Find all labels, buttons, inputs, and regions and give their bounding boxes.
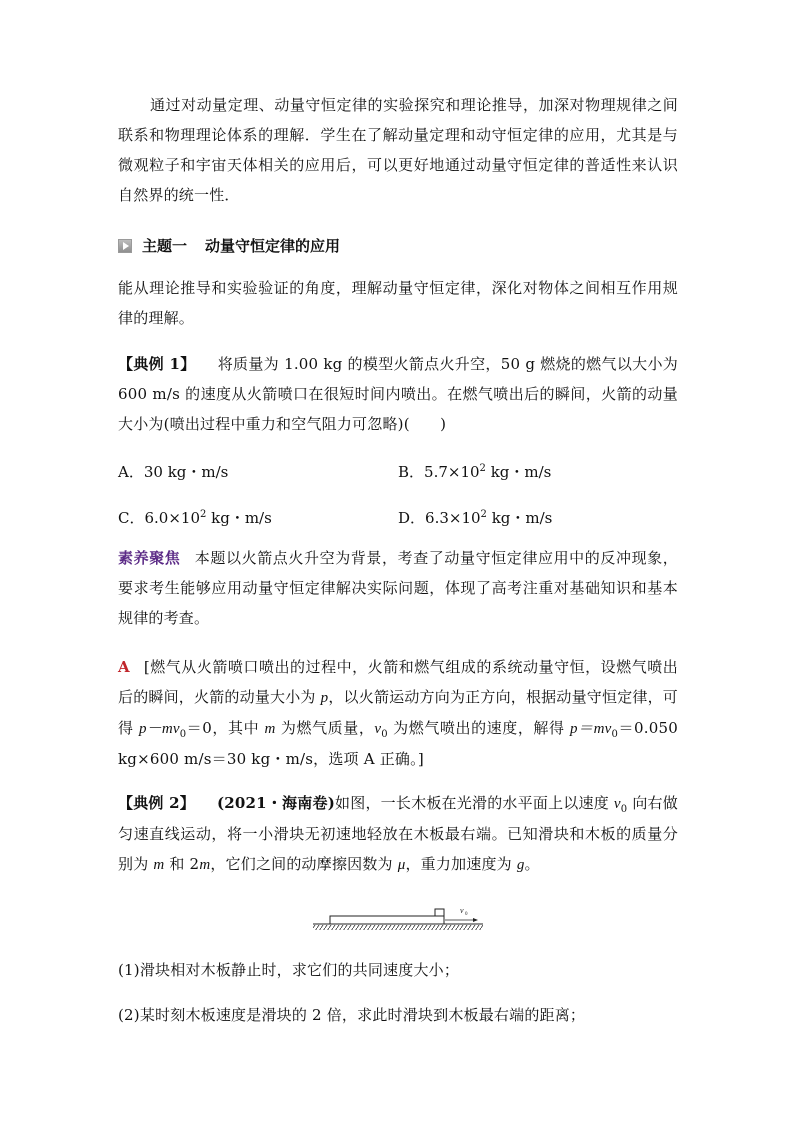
option-letter: C．	[118, 508, 145, 527]
math-v: v	[613, 796, 621, 812]
math-equation: p－mv	[138, 721, 180, 737]
math-m: m	[199, 857, 211, 873]
math-subscript: 0	[179, 729, 187, 740]
option-value: 6.0×10	[144, 508, 200, 527]
example2-label: 【典例 2】	[118, 794, 195, 812]
example1-label: 【典例 1】	[118, 355, 196, 373]
example2-text: ，重力加速度为	[405, 855, 517, 873]
answer-text: ，以火箭运动方向为正方向，根据动量守恒定律，可得	[118, 688, 678, 737]
math-subscript: 0	[620, 804, 628, 815]
options-row-1	[118, 448, 678, 494]
focus-paragraph	[118, 543, 678, 633]
answer1-paragraph	[118, 652, 678, 774]
math-m: m	[264, 721, 276, 737]
option-unit: kg・m/s	[486, 508, 553, 527]
focus-text: 本题以火箭点火升空为背景，考查了动量守恒定律应用中的反冲现象，要求考生能够应用动量守恒定律解决实际问题，体现了高考注重对基础知识和基本规律的考查。	[118, 549, 678, 627]
example2-text: 向右做匀速直线运动，将一小滑块无初速地轻放在木板最右端。已知滑块和木板的质量分别为	[118, 794, 678, 873]
topic-heading	[118, 235, 340, 256]
option-unit: kg・m/s	[485, 462, 552, 481]
option-b[interactable]	[398, 461, 678, 482]
topic-number: 主题一	[142, 237, 188, 255]
example1-options	[118, 448, 678, 540]
option-unit: kg・m/s	[206, 508, 272, 527]
math-p: p	[320, 690, 329, 706]
option-a[interactable]	[118, 461, 398, 482]
example1-paragraph	[118, 349, 678, 439]
option-c[interactable]	[118, 507, 398, 528]
question-1: (1)滑块相对木板静止时，求它们的共同速度大小；	[118, 961, 460, 979]
answer-text: ＝0.050 kg×600 m/s＝30 kg・m/s，选项 A 正确。]	[118, 719, 678, 768]
answer-letter: A	[118, 658, 130, 676]
options-row-2	[118, 494, 678, 540]
answer-text: ，其中	[212, 719, 265, 737]
option-letter: D．	[398, 508, 426, 527]
option-exponent: 2	[200, 508, 207, 520]
option-value: 5.7×10	[424, 462, 480, 481]
option-exponent: 2	[480, 508, 487, 520]
focus-label: 素养聚焦	[118, 549, 181, 567]
option-value: 6.3×10	[425, 508, 481, 527]
play-triangle-icon	[118, 239, 132, 253]
example2-text: 。	[524, 855, 540, 873]
intro-paragraph: 通过对动量定理、动量守恒定律的实验探究和理论推导，加深对物理规律之间联系和物理理论体系的理解．学生在了解动量定理和动守恒定律的应用，尤其是与微观粒子和宇宙天体相关的应用后，可以更好地通过动量守恒定律的普适性来认识自然界的统一性．	[118, 96, 678, 204]
answer-text: 为燃气质量，	[275, 719, 375, 737]
option-exponent: 2	[479, 462, 486, 474]
math-v: v	[374, 721, 382, 737]
example1-text: 将质量为 1.00 kg 的模型火箭点火升空，50 g 燃烧的燃气以大小为 600 m/s 的速度从火箭喷口在很短时间内喷出。在燃气喷出后的瞬间，火箭的动量大小为(喷出过程中重力和空气阻力可忽略)( )	[118, 355, 678, 433]
math-equation: p＝mv	[569, 721, 612, 737]
math-mu: μ	[397, 857, 406, 873]
board-diagram-icon	[313, 898, 488, 936]
topic-goal-paragraph: 能从理论推导和实验验证的角度，理解动量守恒定律，深化对物体之间相互作用规律的理解。	[118, 279, 678, 327]
example2-paragraph	[118, 788, 678, 880]
example2-text: 如图，一长木板在光滑的水平面上以速度	[335, 794, 614, 812]
math-subscript: 0	[611, 729, 619, 740]
example2-text: 和 2	[164, 855, 200, 873]
board-slider-figure	[313, 898, 468, 933]
svg-text:0: 0	[465, 912, 468, 917]
math-equation-rest: ＝0	[186, 719, 213, 737]
option-letter: B．	[398, 462, 425, 481]
question-2: (2)某时刻木板速度是滑块的 2 倍，求此时滑块到木板最右端的距离；	[118, 1006, 586, 1024]
answer-text: [燃气从火箭喷口喷出的过程中，火箭和燃气组成的系统动量守恒，设燃气喷出后的瞬间，火箭的动量大小为	[118, 658, 678, 706]
option-d[interactable]	[398, 507, 678, 528]
math-g: g	[516, 857, 525, 873]
example2-source: (2021・海南卷)	[216, 794, 335, 812]
answer-text: 为燃气喷出的速度，解得	[387, 719, 570, 737]
svg-text:v: v	[460, 906, 464, 915]
math-subscript: 0	[381, 729, 388, 740]
math-m: m	[153, 857, 165, 873]
example2-text: ，它们之间的动摩擦因数为	[210, 855, 398, 873]
topic-title: 动量守恒定律的应用	[205, 237, 341, 255]
option-letter: A．	[118, 462, 144, 481]
option-value: 30 kg・m/s	[143, 462, 229, 481]
